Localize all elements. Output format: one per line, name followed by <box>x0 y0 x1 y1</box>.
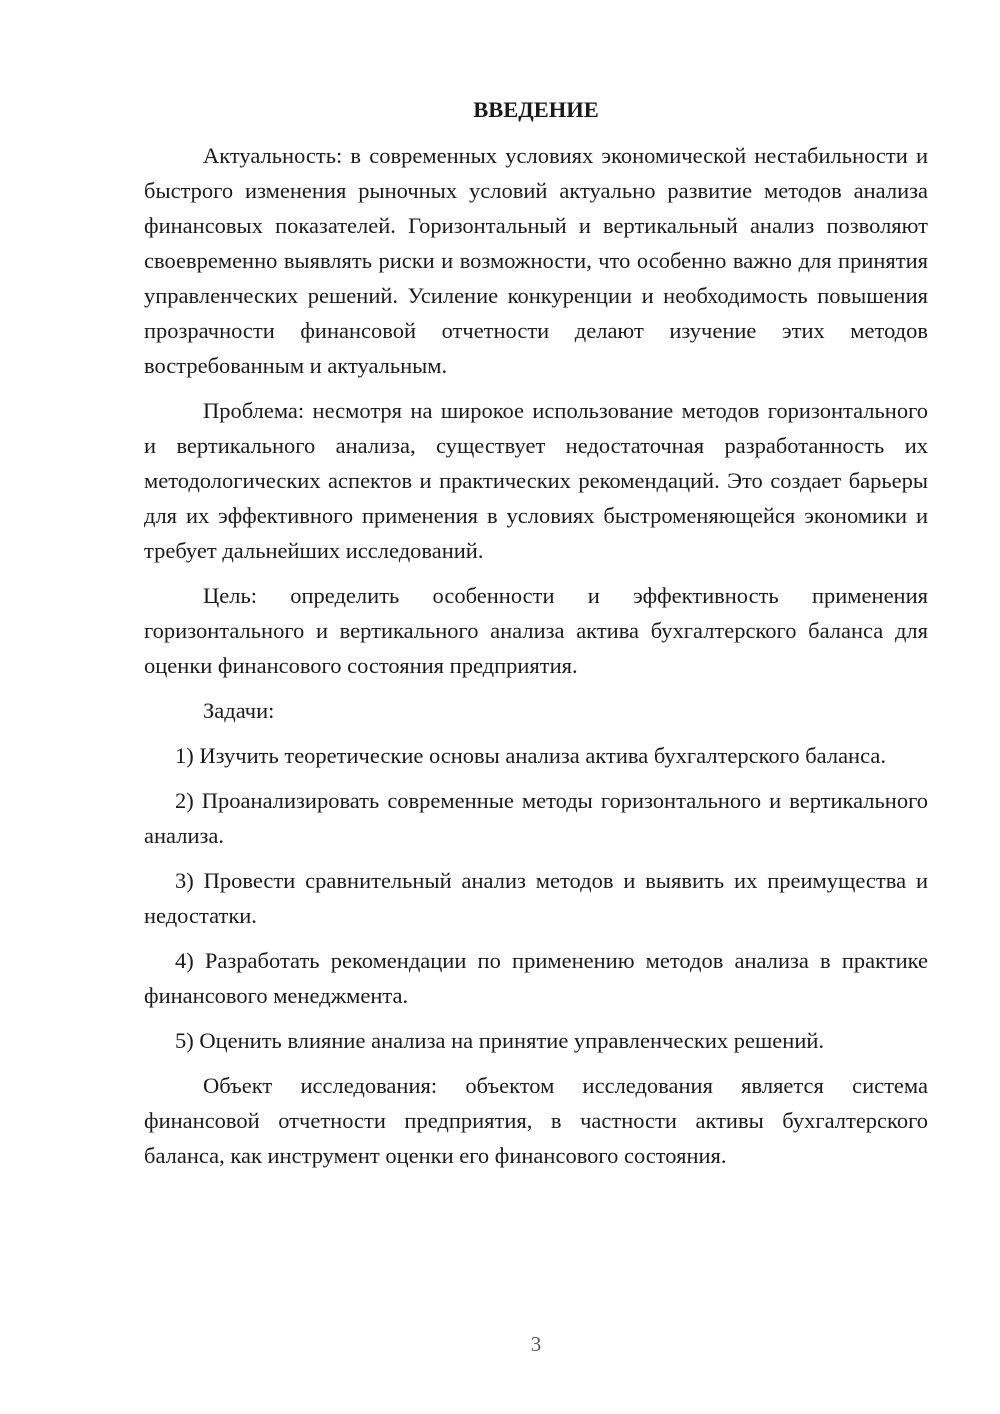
object-paragraph: Объект исследования: объектом исследования является система финансовой отчетности предприятия, в частности активы бухгалтерского баланса, как инструмент оценки его финансового состояния. <box>144 1073 928 1168</box>
problem-paragraph: Проблема: несмотря на широкое использование методов горизонтального и вертикального анализа, существует недостаточная разработанность их методологических аспектов и практических рекомендаций. Это создает барьеры для их эффективного применения в условиях быстроменяющейся экономики и требует дальнейших исследований. <box>144 398 928 563</box>
task-item-3: 3) Провести сравнительный анализ методов и выявить их преимущества и недостатки. <box>144 868 928 928</box>
task-item-1: 1) Изучить теоретические основы анализа актива бухгалтерского баланса. <box>175 743 886 768</box>
document-page <box>144 92 928 1183</box>
task-item-2: 2) Проанализировать современные методы горизонтального и вертикального анализа. <box>144 788 928 848</box>
page-number: 3 <box>530 1332 542 1356</box>
tasks-label: Задачи: <box>203 698 275 723</box>
goal-paragraph: Цель: определить особенности и эффективность применения горизонтального и вертикального анализа актива бухгалтерского баланса для оценки финансового состояния предприятия. <box>144 583 928 678</box>
task-item-5: 5) Оценить влияние анализа на принятие управленческих решений. <box>175 1028 825 1053</box>
relevance-paragraph: Актуальность: в современных условиях экономической нестабильности и быстрого изменения рыночных условий актуально развитие методов анализа финансовых показателей. Горизонтальный и вертикальный анализ позволяют своевременно выявлять риски и возможности, что особенно важно для принятия управленческих решений. Усиление конкуренции и необходимость повышения прозрачности финансовой отчетности делают изучение этих методов востребованным и актуальным. <box>144 143 928 378</box>
task-item-4: 4) Разработать рекомендации по применению методов анализа в практике финансового менеджмента. <box>144 948 928 1008</box>
section-title: ВВЕДЕНИЕ <box>473 97 599 122</box>
